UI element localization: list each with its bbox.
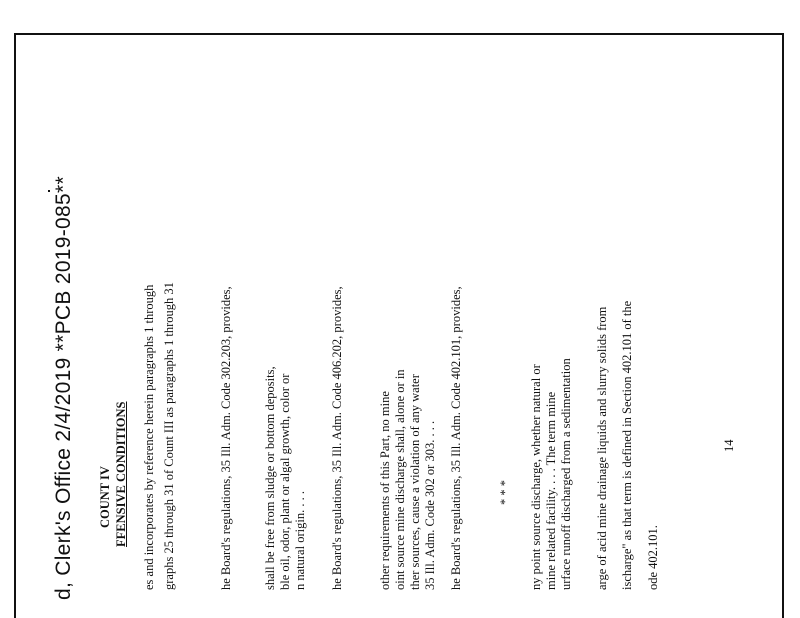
quote-line: shall be free from sludge or bottom deposits, [263, 366, 277, 590]
filing-stamp: d, Clerk's Office 2/4/2019 **PCB 2019-085** [52, 176, 75, 600]
quote-line: mine related facility. . . . The term mine [544, 391, 558, 590]
page-border-left [14, 33, 16, 618]
quote-line: ther sources, cause a violation of any water [408, 374, 422, 590]
quote-line: oint source mine discharge shall, alone or in [393, 369, 407, 590]
page-border-right [782, 33, 784, 618]
paragraph-line: graphs 25 through 31 of Count III as paragraphs 1 through 31 [162, 282, 176, 590]
ellipsis-marker: * * * [498, 480, 512, 505]
paragraph-line: he Board's regulations, 35 Ill. Adm. Code 402.101, provides, [449, 286, 463, 590]
paragraph-line: ischarge" as that term is defined in Section 402.101 of the [620, 300, 634, 590]
paragraph-line: he Board's regulations, 35 Ill. Adm. Code 302.203, provides, [219, 286, 233, 590]
page-border-top [14, 33, 784, 35]
section-title: FFENSIVE CONDITIONS [114, 401, 128, 547]
quote-line: urface runoff discharged from a sedimentation [559, 358, 573, 590]
quote-line: 35 Ill. Adm. Code 302 or 303. . . . [423, 420, 437, 590]
paragraph-line: arge of acid mine drainage liquids and slurry solids from [595, 306, 609, 590]
page-number: 14 [722, 439, 736, 452]
count-heading: COUNT IV [98, 466, 112, 528]
quote-line: ble oil, odor, plant or algal growth, color or [278, 373, 292, 590]
quote-line: ny point source discharge, whether natural or [529, 364, 543, 590]
paragraph-line: es and incorporates by reference herein paragraphs 1 through [142, 284, 156, 590]
paragraph-line: he Board's regulations, 35 Ill. Adm. Code 406.202, provides, [330, 286, 344, 590]
scan-speck [48, 190, 50, 192]
paragraph-line: ode 402.101. [646, 525, 660, 590]
quote-line: n natural origin. . . . [293, 491, 307, 590]
quote-line: other requirements of this Part, no mine [378, 391, 392, 590]
